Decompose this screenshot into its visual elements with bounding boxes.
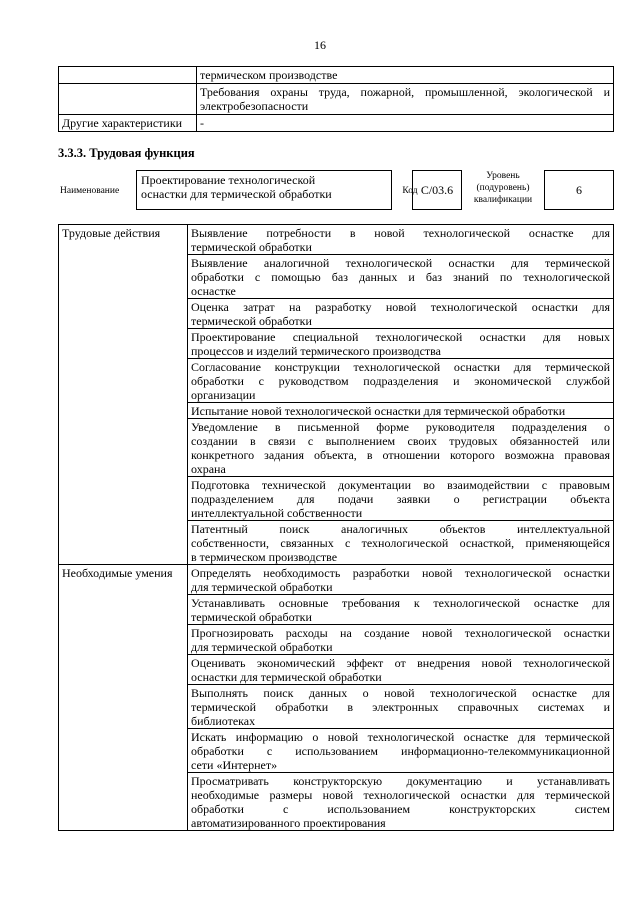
text-line: Выявление потребности в новой технологической оснастке для [191, 226, 610, 240]
text-line: создании в связи с выполнением своих трудовых обязанностей или [191, 434, 610, 448]
row-value [197, 67, 614, 84]
required-skill-row [59, 565, 614, 595]
labor-action-label: Трудовые действия [59, 225, 188, 565]
labor-action-item [188, 359, 614, 403]
text-line: в термическом производстве [191, 550, 338, 564]
section-heading: 3.3.3. Трудовая функция [58, 146, 195, 160]
labor-action-item [188, 521, 614, 565]
labor-action-row [59, 225, 614, 255]
row-label: Другие характеристики [59, 115, 197, 132]
text-line: процессов и изделий термического производства [191, 344, 441, 358]
text-line: оснастке [191, 284, 236, 298]
labor-action-item [188, 403, 614, 419]
required-skill-item [188, 625, 614, 655]
text-line: термической обработки в электронных справочных системах и [191, 700, 610, 714]
qualification-level-label: Уровень (подуровень) квалификации [473, 171, 533, 205]
required-skill-item [188, 773, 614, 831]
continuation-row [59, 84, 614, 115]
text-line: автоматизированного проектирования [191, 816, 386, 830]
required-skill-item [188, 565, 614, 595]
required-skill-item [188, 685, 614, 729]
text-line: термической обработки [191, 610, 312, 624]
text-line: электробезопасности [200, 99, 309, 113]
text-line: Согласование конструкции технологической оснастки для термической [191, 360, 610, 374]
required-skill-item [188, 595, 614, 625]
text-line: Выявление аналогичной технологической оснастки для термической [191, 256, 610, 270]
code-value: C/03.6 [420, 183, 454, 197]
continuation-row [59, 67, 614, 84]
text-line: Патентный поиск аналогичных объектов интеллектуальной [191, 522, 610, 536]
labor-action-item [188, 299, 614, 329]
required-skill-item [188, 729, 614, 773]
text-line: Прогнозировать расходы на создание новой технологической оснастки [191, 626, 610, 640]
text-line: обработки с помощью баз данных и баз знаний по технологической [191, 270, 610, 284]
text-line: Проектирование специальной технологической оснастки для новых [191, 330, 610, 344]
text-line: охрана [191, 462, 226, 476]
text-line: обработки с использованием информационно-телекоммуникационной [191, 744, 610, 758]
labor-action-item [188, 255, 614, 299]
function-name-line: оснастки для термической обработки [141, 187, 332, 201]
text-line: конкретного задания объекта, в отношении которого возможна правовая [191, 448, 610, 462]
text-line: термическом производстве [200, 68, 338, 82]
text-line: Просматривать конструкторскую документацию и устанавливать [191, 774, 610, 788]
text-line: Уведомление в письменной форме руководителя подразделения о [191, 420, 610, 434]
function-name-line: Проектирование технологической [141, 173, 316, 187]
continuation-row [59, 115, 614, 132]
row-label [59, 67, 197, 84]
text-line: подразделением для подачи заявки о регистрации объекта [191, 492, 610, 506]
text-line: библиотеках [191, 714, 256, 728]
text-line: собственности, связанных с технологической оснасткой, применяющейся [191, 536, 610, 550]
text-line: для термической обработки [191, 640, 333, 654]
function-header [58, 168, 614, 212]
text-line: интеллектуальной собственности [191, 506, 363, 520]
text-line: Определять необходимость разработки новой технологической оснастки [191, 566, 610, 580]
text-line: обработки с использованием конструкторских систем [191, 802, 610, 816]
text-line: Оценивать экономический эффект от внедрения новой технологической [191, 656, 610, 670]
row-label [59, 84, 197, 115]
text-line: оснастки для термической обработки [191, 670, 382, 684]
text-line: Требования охраны труда, пожарной, промышленной, экологической и [200, 85, 610, 99]
text-line: термической обработки [191, 240, 312, 254]
text-line: Искать информацию о новой технологической оснастке для термической [191, 730, 610, 744]
required-skill-label: Необходимые умения [59, 565, 188, 831]
text-line: Устанавливать основные требования к технологической оснастке для [191, 596, 610, 610]
code-label: Код [402, 186, 418, 196]
labor-action-item [188, 225, 614, 255]
function-details-table [58, 224, 614, 831]
text-line: Выполнять поиск данных о новой технологической оснастке для [191, 686, 610, 700]
text-line: Оценка затрат на разработку новой технологической оснастки для [191, 300, 610, 314]
text-line: организации [191, 388, 256, 402]
page-number: 16 [314, 38, 326, 52]
text-line: Испытание новой технологической оснастки для термической обработки [191, 404, 566, 418]
text-line: сети «Интернет» [191, 758, 278, 772]
row-value [197, 84, 614, 115]
function-name-box [136, 170, 392, 210]
text-line: обработки с руководством подразделения и экономической службой [191, 374, 610, 388]
name-label: Наименование [60, 186, 120, 196]
qualification-level-box [544, 170, 614, 210]
labor-action-item [188, 477, 614, 521]
labor-action-item [188, 329, 614, 359]
text-line: Подготовка технической документации во взаимодействии с правовым [191, 478, 610, 492]
code-box [412, 170, 462, 210]
continuation-table [58, 66, 614, 132]
required-skill-item [188, 655, 614, 685]
qualification-level-value: 6 [576, 183, 582, 197]
text-line: термической обработки [191, 314, 312, 328]
text-line: необходимые размеры новой технологической оснастки для термической [191, 788, 610, 802]
labor-action-item [188, 419, 614, 477]
text-line: - [200, 116, 204, 130]
row-value [197, 115, 614, 132]
text-line: для термической обработки [191, 580, 333, 594]
